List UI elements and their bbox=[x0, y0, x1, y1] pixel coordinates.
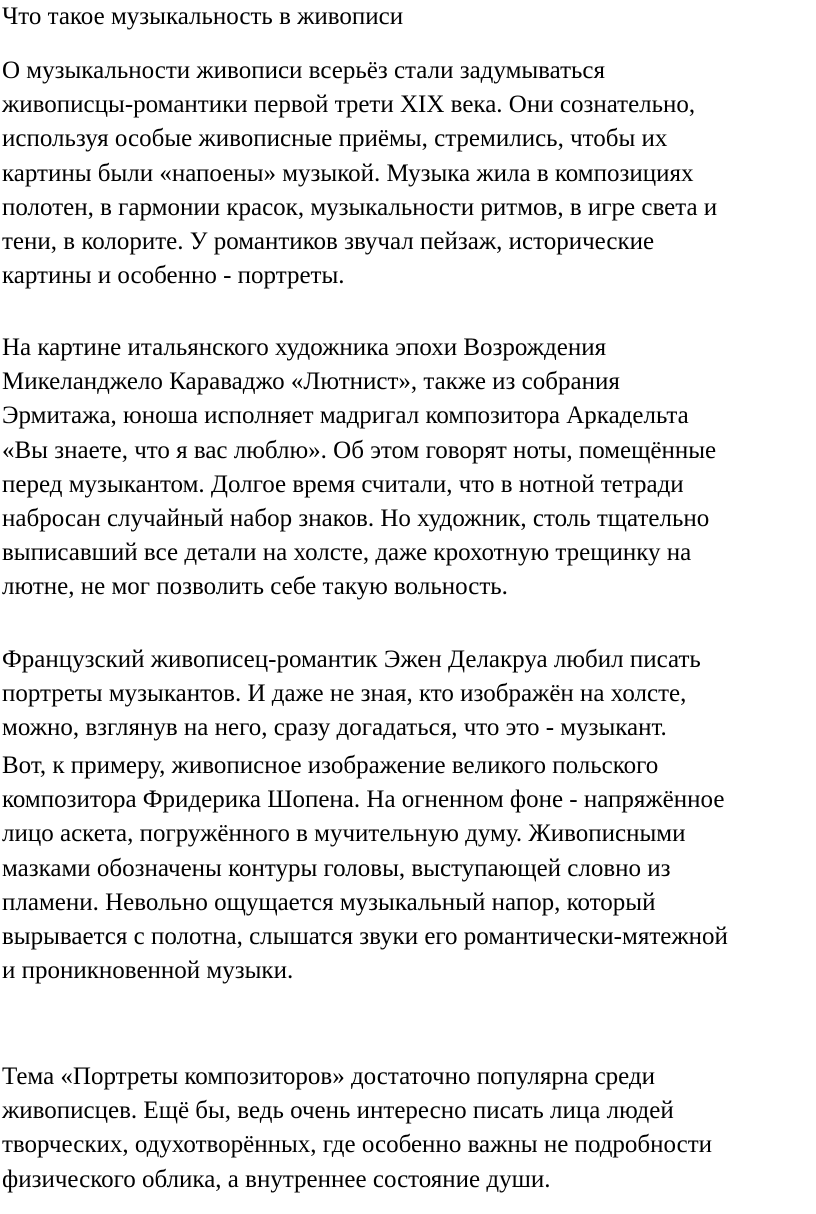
text-line: композитора Фридерика Шопена. На огненном фоне - напряжённое bbox=[2, 786, 725, 814]
text-line: набросан случайный набор знаков. Но художник, столь тщательно bbox=[2, 505, 710, 533]
document-title: Что такое музыкальность в живописи bbox=[2, 3, 404, 30]
text-line: и проникновенной музыки. bbox=[2, 957, 294, 985]
text-line: лицо аскета, погружённого в мучительную думу. Живописными bbox=[2, 820, 686, 848]
text-line: Французский живописец-романтик Эжен Делакруа любил писать bbox=[2, 646, 701, 673]
text-line: можно, взглянув на него, сразу догадаться, что это - музыкант. bbox=[2, 714, 667, 742]
text-line: картины были «напоены» музыкой. Музыка жила в композициях bbox=[2, 159, 694, 187]
paragraph-4 bbox=[2, 749, 814, 988]
text-line: лютне, не мог позволить себе такую вольность. bbox=[2, 573, 508, 601]
text-line: Тема «Портреты композиторов» достаточно популярна среди bbox=[2, 1063, 656, 1090]
text-line: портреты музыкантов. И даже не зная, кто изображён на холсте, bbox=[2, 680, 687, 708]
text-line: Вот, к примеру, живописное изображение великого польского bbox=[2, 752, 659, 779]
text-line: выписавший все детали на холсте, даже крохотную трещинку на bbox=[2, 539, 692, 567]
text-line: Микеланджело Караваджо «Лютнист», также из собрания bbox=[2, 368, 620, 396]
text-line: На картине итальянского художника эпохи Возрождения bbox=[2, 334, 607, 361]
text-line: полотен, в гармонии красок, музыкальности ритмов, в игре света и bbox=[2, 193, 718, 221]
text-line: О музыкальности живописи всерьёз стали задумываться bbox=[2, 57, 606, 84]
text-line: живописцы-романтики первой трети XIX века. Они сознательно, bbox=[2, 91, 696, 119]
text-line: «Вы знаете, что я вас люблю». Об этом говорят ноты, помещённые bbox=[2, 436, 717, 464]
paragraph-5 bbox=[2, 1060, 814, 1197]
paragraph-1 bbox=[2, 54, 814, 293]
text-line: вырывается с полотна, слышатся звуки его романтически-мятежной bbox=[2, 923, 728, 951]
paragraph-2 bbox=[2, 331, 814, 605]
text-line: мазками обозначены контуры головы, выступающей словно из bbox=[2, 854, 671, 882]
text-line: творческих, одухотворённых, где особенно важны не подробности bbox=[2, 1131, 713, 1159]
paragraph-3 bbox=[2, 643, 814, 746]
text-line: используя особые живописные приёмы, стремились, чтобы их bbox=[2, 125, 668, 153]
text-line: живописцев. Ещё бы, ведь очень интересно писать лица людей bbox=[2, 1097, 674, 1125]
text-line: Эрмитажа, юноша исполняет мадригал композитора Аркадельта bbox=[2, 402, 689, 430]
text-line: тени, в колорите. У романтиков звучал пейзаж, исторические bbox=[2, 228, 655, 256]
text-line: физического облика, а внутреннее состояние души. bbox=[2, 1165, 551, 1193]
text-line: перед музыкантом. Долгое время считали, что в нотной тетради bbox=[2, 470, 684, 498]
text-line: пламени. Невольно ощущается музыкальный напор, который bbox=[2, 888, 656, 916]
text-line: картины и особенно - портреты. bbox=[2, 262, 345, 290]
